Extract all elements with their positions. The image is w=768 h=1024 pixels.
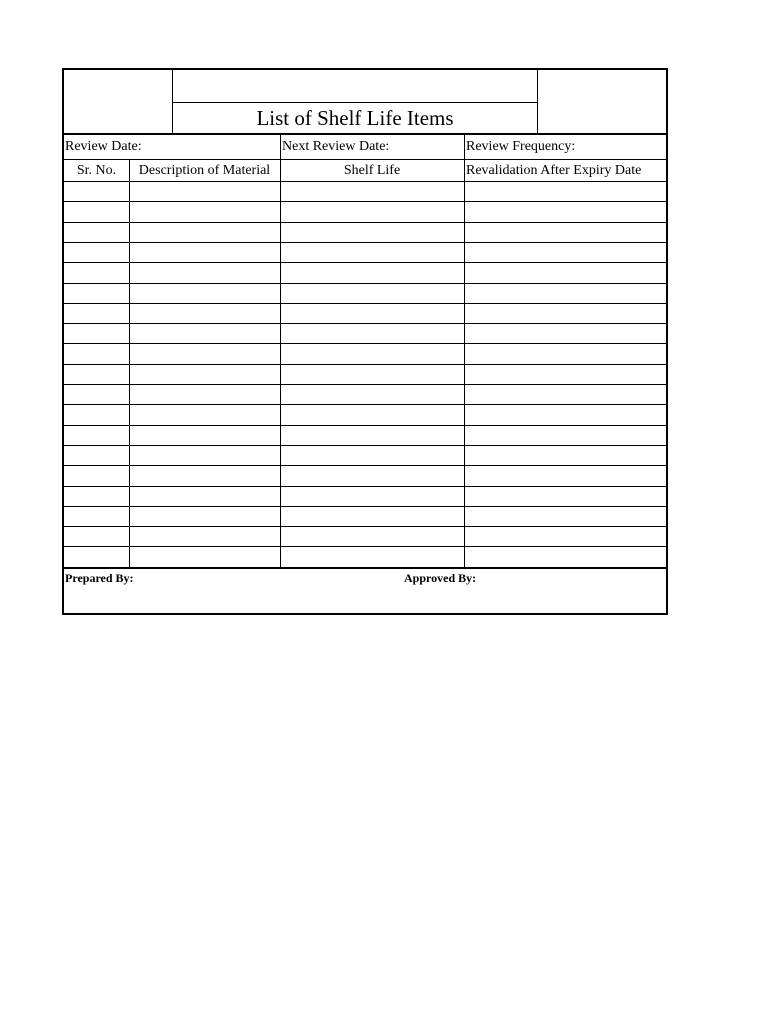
table-row-line bbox=[64, 201, 666, 202]
review-divider-2 bbox=[464, 135, 465, 159]
table-row-line bbox=[64, 486, 666, 487]
review-divider-1 bbox=[280, 135, 281, 159]
column-header-bottom-line bbox=[64, 181, 666, 182]
review-date-label: Review Date: bbox=[65, 139, 142, 154]
column-header-description: Description of Material bbox=[138, 163, 271, 178]
table-row-line bbox=[64, 283, 666, 284]
approved-by-label: Approved By: bbox=[404, 571, 477, 585]
table-row-line bbox=[64, 546, 666, 547]
footer-top-line bbox=[64, 567, 666, 569]
table-row-line bbox=[64, 364, 666, 365]
page-title: List of Shelf Life Items bbox=[256, 106, 454, 130]
header-bottom-line bbox=[64, 133, 666, 135]
table-row-line bbox=[64, 445, 666, 446]
table-row-line bbox=[64, 526, 666, 527]
table-row-line bbox=[64, 303, 666, 304]
column-header-shelf-life: Shelf Life bbox=[343, 163, 401, 178]
shelf-life-form bbox=[62, 68, 668, 615]
table-row-line bbox=[64, 404, 666, 405]
next-review-date-label: Next Review Date: bbox=[282, 139, 390, 154]
table-row-line bbox=[64, 425, 666, 426]
table-row-line bbox=[64, 262, 666, 263]
table-row-line bbox=[64, 465, 666, 466]
table-row-line bbox=[64, 222, 666, 223]
table-row-line bbox=[64, 343, 666, 344]
review-frequency-label: Review Frequency: bbox=[466, 139, 576, 154]
table-row-line bbox=[64, 384, 666, 385]
column-header-revalidation: Revalidation After Expiry Date bbox=[466, 163, 642, 178]
header-inner-line bbox=[172, 102, 538, 103]
table-row-line bbox=[64, 506, 666, 507]
table-row-line bbox=[64, 242, 666, 243]
review-row-bottom-line bbox=[64, 159, 666, 160]
table-row-line bbox=[64, 323, 666, 324]
column-header-sr-no: Sr. No. bbox=[76, 163, 117, 178]
prepared-by-label: Prepared By: bbox=[65, 571, 134, 585]
